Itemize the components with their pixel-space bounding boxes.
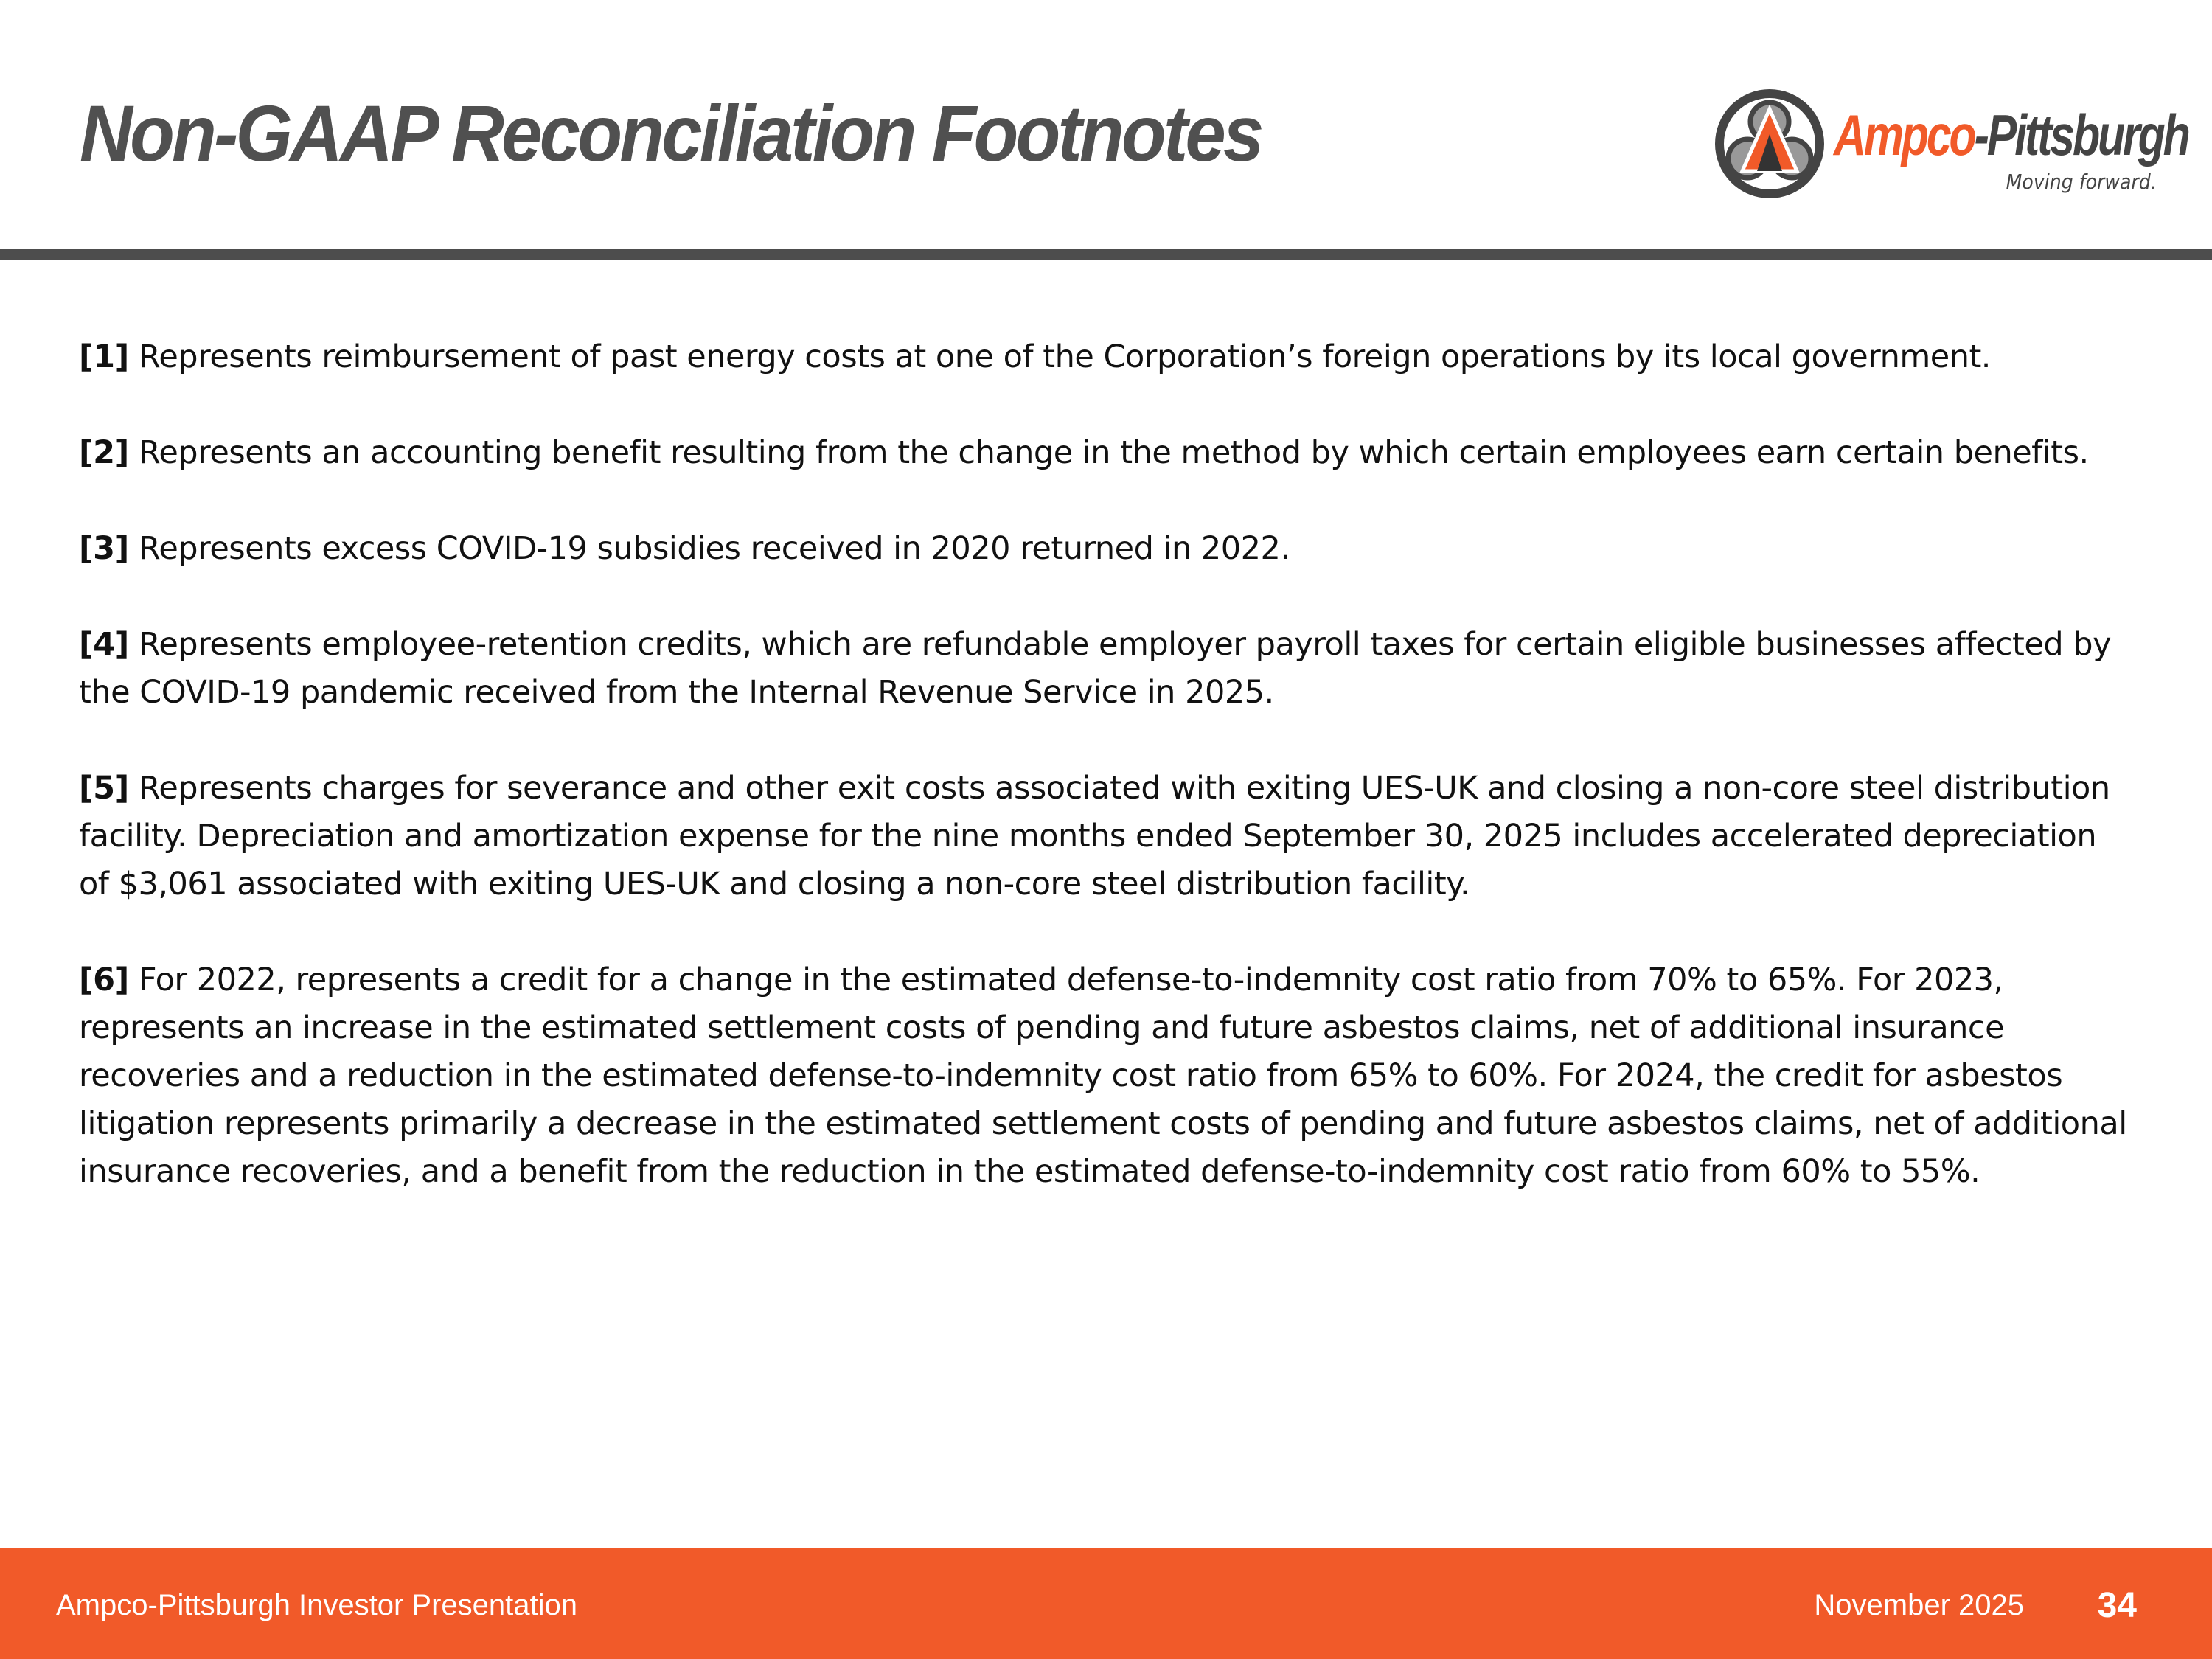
page-number: 34 <box>2097 1586 2137 1625</box>
company-logo <box>1714 87 2188 205</box>
footer-bar <box>0 1548 2212 1659</box>
footnote: [3] Represents excess COVID-19 subsidies received in 2020 returned in 2022. <box>79 530 1290 567</box>
footnote: [1] Represents reimbursement of past energy costs at one of the Corporation’s foreign operations by its local government. <box>79 338 1991 375</box>
footnote: [5] Represents charges for severance and other exit costs associated with exiting UES-UK and closing a non-core steel distribution facility. Depreciation and amortization expense for the nine months ended September 30, 2025 includes accelerated depreciation of $3,061 associated with exiting UES-UK and closing a non-core steel distribution facility. <box>79 770 2110 902</box>
header-divider <box>0 249 2212 260</box>
logo-tagline: Moving forward. <box>2006 170 2157 194</box>
footer-presentation-title: Ampco-Pittsburgh Investor Presentation <box>56 1589 578 1621</box>
footnote: [6] For 2022, represents a credit for a change in the estimated defense-to-indemnity cost ratio from 70% to 65%. For 2023, represents an increase in the estimated settlement costs of pending and future asbestos claims, net of additional insurance recoveries and a reduction in the estimated defense-to-indemnity cost ratio from 65% to 60%. For 2024, the credit for asbestos litigation represents primarily a decrease in the estimated settlement costs of pending and future asbestos claims, net of additional insurance recoveries, and a benefit from the reduction in the estimated defense-to-indemnity cost ratio from 60% to 55%. <box>79 961 2127 1190</box>
footnote: [4] Represents employee-retention credits, which are refundable employer payroll taxes for certain eligible businesses affected by the COVID-19 pandemic received from the Internal Revenue Service in 2025. <box>79 626 2112 711</box>
footer-date: November 2025 <box>1814 1589 2024 1621</box>
footnotes-list <box>79 333 2129 1244</box>
page-title: Non-GAAP Reconciliation Footnotes <box>80 88 1262 178</box>
logo-wordmark: Ampco-Pittsburgh <box>1834 102 2188 167</box>
logo-emblem-icon <box>1714 88 1825 199</box>
footnote: [2] Represents an accounting benefit resulting from the change in the method by which certain employees earn certain benefits. <box>79 434 2089 471</box>
